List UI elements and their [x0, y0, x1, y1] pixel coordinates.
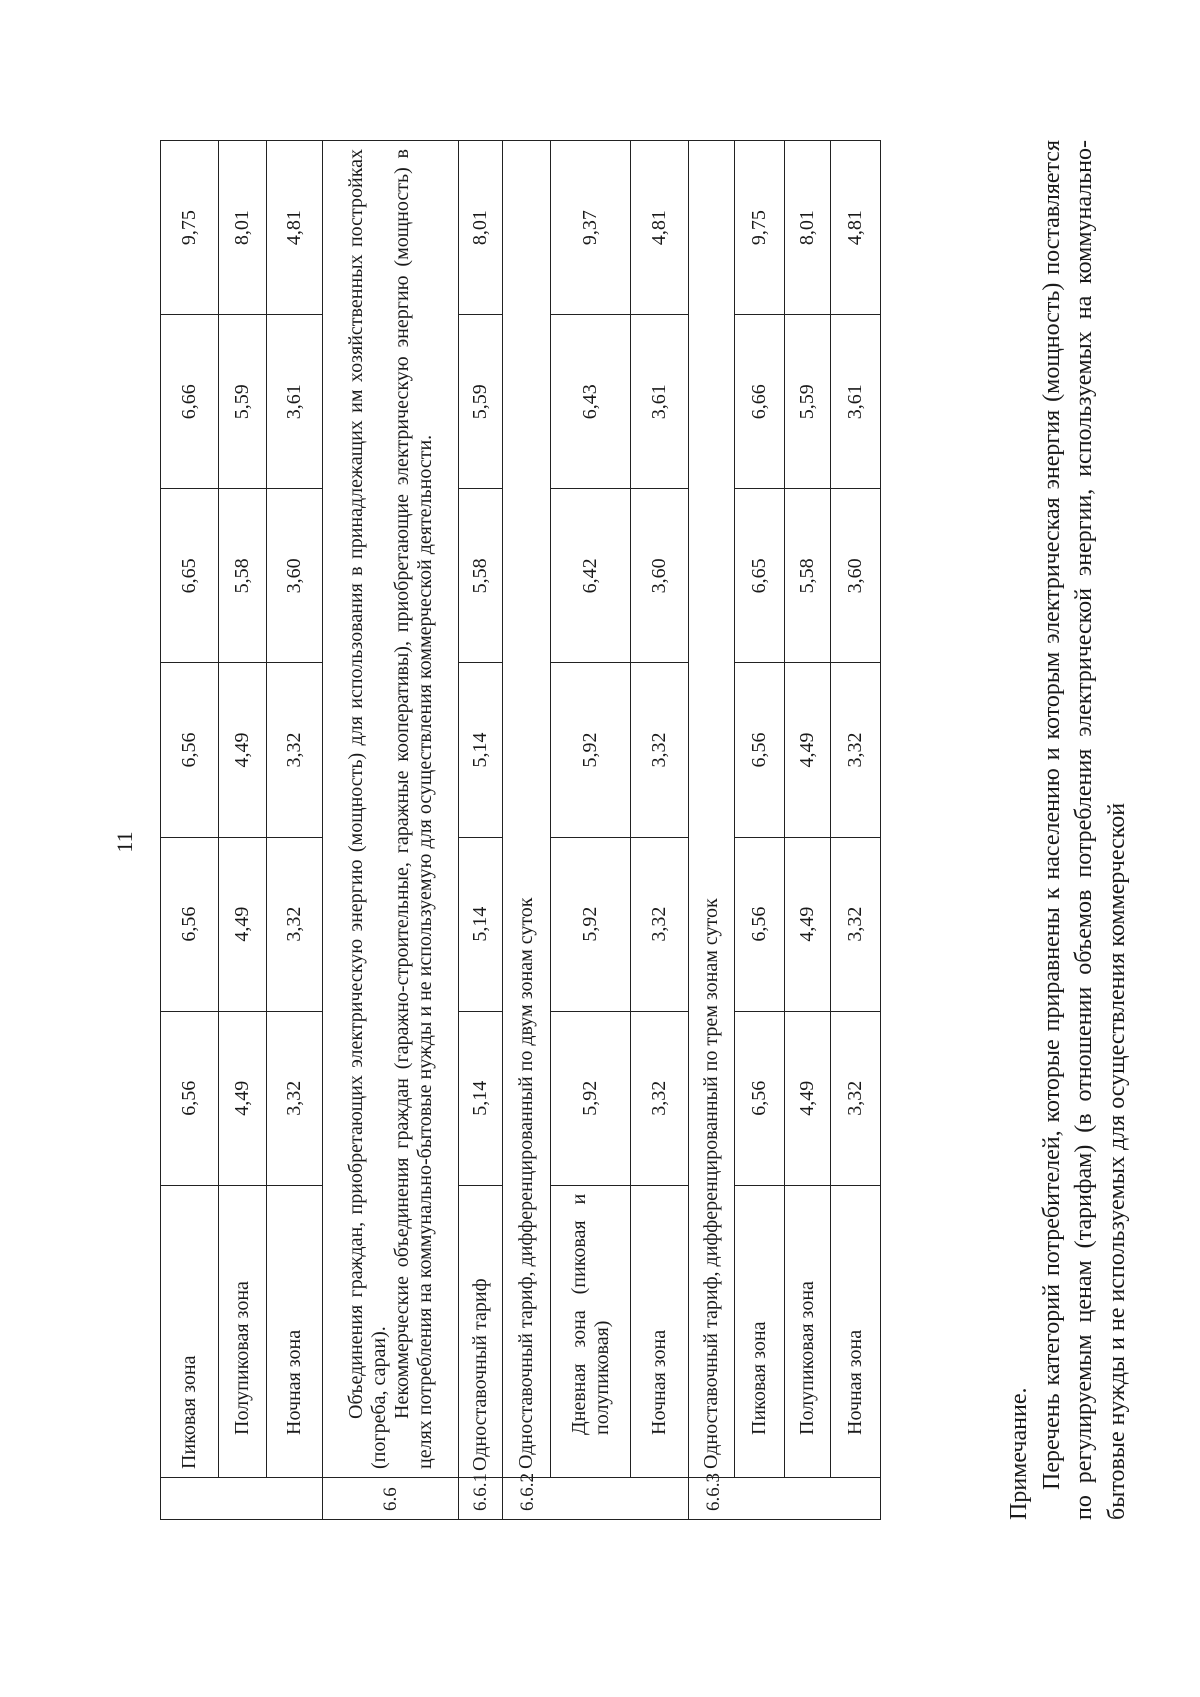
value-cell: 9,75	[735, 141, 785, 315]
value-cell: 5,58	[785, 489, 831, 663]
table-row	[161, 141, 219, 1520]
value-cell: 3,32	[631, 663, 689, 837]
value-cell: 5,59	[219, 315, 267, 489]
row-label: Полупиковая зона	[219, 1185, 267, 1477]
value-cell: 6,56	[735, 1011, 785, 1185]
row-label: Ночная зона	[267, 1185, 323, 1477]
page-number: 11	[112, 831, 137, 853]
value-cell: 6,43	[551, 315, 631, 489]
value-cell: 3,60	[267, 489, 323, 663]
value-cell: 9,75	[161, 141, 219, 315]
section-header: Одноставочный тариф, дифференцированный по трем зонам суток	[689, 141, 735, 1478]
value-cell: 3,61	[267, 315, 323, 489]
value-cell: 4,49	[219, 663, 267, 837]
value-cell: 3,61	[631, 315, 689, 489]
value-cell: 3,61	[831, 315, 881, 489]
row-number-cell	[161, 1477, 323, 1519]
value-cell: 3,32	[267, 1011, 323, 1185]
note-title: Примечание.	[1006, 1387, 1032, 1520]
value-cell: 3,32	[631, 837, 689, 1011]
value-cell: 4,49	[785, 663, 831, 837]
section-6-6-row	[323, 141, 459, 1520]
note-body: Перечень категорий потребителей, которые приравнены к населению и которым электрическая энергия (мощность) поставляется по регулируемым ценам (тарифам) (в отношении объемов потребления электрической энергии, используемых на коммунально-бытовые нужды и не используемых для осуществления коммерческой	[1038, 140, 1130, 1520]
section-6-6-3-header-row	[689, 141, 735, 1520]
section-6-6-description	[323, 141, 459, 1478]
table-row	[785, 141, 831, 1520]
table-row	[267, 141, 323, 1520]
value-cell: 3,32	[267, 837, 323, 1011]
value-cell: 6,56	[735, 837, 785, 1011]
value-cell: 3,32	[831, 663, 881, 837]
value-cell: 4,49	[219, 1011, 267, 1185]
row-label: Полупиковая зона	[785, 1185, 831, 1477]
row-number: 6.6	[323, 1477, 459, 1519]
value-cell: 8,01	[459, 141, 503, 315]
value-cell: 6,65	[735, 489, 785, 663]
value-cell: 3,60	[831, 489, 881, 663]
value-cell: 9,37	[551, 141, 631, 315]
section-6-6-2-header-row	[503, 141, 551, 1520]
value-cell: 6,66	[161, 315, 219, 489]
table-row	[219, 141, 267, 1520]
value-cell: 3,32	[831, 1011, 881, 1185]
table-row	[831, 141, 881, 1520]
row-number: 6.6.1	[459, 1477, 503, 1519]
value-cell: 5,14	[459, 837, 503, 1011]
value-cell: 5,92	[551, 663, 631, 837]
value-cell: 4,81	[831, 141, 881, 315]
value-cell: 3,32	[631, 1011, 689, 1185]
value-cell: 6,66	[735, 315, 785, 489]
footnote	[1003, 140, 1134, 1520]
table-row	[551, 141, 631, 1520]
tariff-table	[160, 140, 881, 1520]
value-cell: 4,49	[219, 837, 267, 1011]
value-cell: 4,81	[267, 141, 323, 315]
value-cell: 6,65	[161, 489, 219, 663]
value-cell: 4,49	[785, 1011, 831, 1185]
row-label: Ночная зона	[631, 1185, 689, 1477]
row-label: Пиковая зона	[161, 1185, 219, 1477]
row-number: 6.6.2	[503, 1477, 689, 1519]
section-6-6-text-1: Объединения граждан, приобретающих электрическую энергию (мощность) для использования в принадлежащих им хозяйственных постройках (погреба, сараи).	[344, 149, 390, 1469]
row-label: Одноставочный тариф	[459, 1185, 503, 1477]
value-cell: 6,56	[161, 663, 219, 837]
value-cell: 5,58	[219, 489, 267, 663]
table-row	[735, 141, 785, 1520]
section-6-6-text-2: Некоммерческие объединения граждан (гаражно-строительные, гаражные кооперативы), приобретающие электрическую энергию (мощность) в целях потребления на коммунально-бытовые нужды и не используемую для осуществления коммерческой деятельности.	[390, 149, 436, 1469]
value-cell: 5,92	[551, 837, 631, 1011]
section-6-6-1-row	[459, 141, 503, 1520]
value-cell: 6,42	[551, 489, 631, 663]
value-cell: 5,59	[785, 315, 831, 489]
row-label: Пиковая зона	[735, 1185, 785, 1477]
row-label: Дневная зона (пиковая и полупиковая)	[551, 1185, 631, 1477]
value-cell: 5,14	[459, 1011, 503, 1185]
value-cell: 5,58	[459, 489, 503, 663]
row-number: 6.6.3	[689, 1477, 881, 1519]
value-cell: 4,49	[785, 837, 831, 1011]
section-header: Одноставочный тариф, дифференцированный по двум зонам суток	[503, 141, 551, 1478]
value-cell: 8,01	[785, 141, 831, 315]
value-cell: 8,01	[219, 141, 267, 315]
value-cell: 5,92	[551, 1011, 631, 1185]
value-cell: 3,32	[831, 837, 881, 1011]
value-cell: 6,56	[161, 1011, 219, 1185]
value-cell: 4,81	[631, 141, 689, 315]
value-cell: 6,56	[161, 837, 219, 1011]
value-cell: 3,60	[631, 489, 689, 663]
value-cell: 5,59	[459, 315, 503, 489]
value-cell: 5,14	[459, 663, 503, 837]
value-cell: 6,56	[735, 663, 785, 837]
table-row	[631, 141, 689, 1520]
value-cell: 3,32	[267, 663, 323, 837]
row-label: Ночная зона	[831, 1185, 881, 1477]
